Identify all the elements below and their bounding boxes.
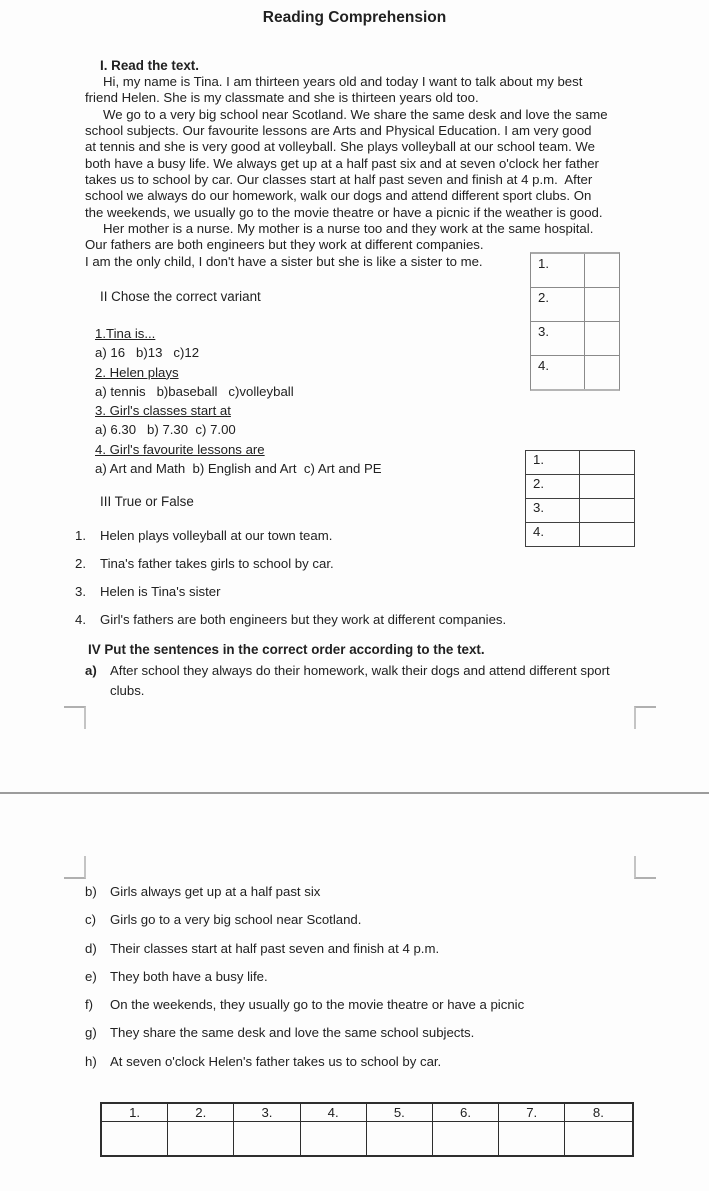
- item-letter: g): [85, 1025, 97, 1041]
- answer-cell: [367, 1122, 433, 1155]
- order-list-page2: [85, 882, 635, 1080]
- item-text: On the weekends, they usually go to the movie theatre or have a picnic: [110, 997, 525, 1013]
- header-cell: 8.: [565, 1104, 631, 1122]
- answer-row: [102, 1122, 632, 1155]
- item-letter: a): [85, 663, 97, 678]
- row-label-cell: 4.: [526, 523, 580, 546]
- row-label-cell: 3.: [526, 499, 580, 522]
- truefalse-item: [75, 528, 506, 556]
- answer-cell: [433, 1122, 499, 1155]
- page2-top-right-corner-mark: [634, 856, 656, 879]
- reading-text: [85, 74, 641, 270]
- answer-cell: [565, 1122, 631, 1155]
- order-item: [85, 661, 635, 701]
- item-text: Helen plays volleyball at our town team.: [100, 528, 333, 543]
- text-line: We go to a very big school near Scotland. We share the same desk and love the same: [103, 106, 608, 122]
- truefalse-list: [75, 528, 506, 640]
- header-cell: 7.: [499, 1104, 565, 1122]
- order-item: [85, 939, 635, 967]
- choose-questions: [95, 324, 382, 478]
- header-cell: 2.: [168, 1104, 234, 1122]
- text-line: I am the only child, I don't have a sister but she is like a sister to me.: [85, 253, 483, 269]
- order-item: [85, 1023, 635, 1051]
- item-letter: d): [85, 940, 97, 956]
- answer-table-row: [531, 254, 619, 288]
- answer-cell: [301, 1122, 367, 1155]
- section-4-heading: IV Put the sentences in the correct order according to the text.: [88, 642, 485, 657]
- answer-table-truefalse: [525, 450, 635, 547]
- item-number: 4.: [75, 612, 86, 627]
- question-options: a) tennis b)baseball c)volleyball: [95, 383, 294, 399]
- page-divider: [0, 792, 709, 794]
- item-letter: h): [85, 1053, 97, 1069]
- text-line: school subjects. Our favourite lessons are Arts and Physical Education. I am very good: [85, 123, 592, 139]
- answer-cell: [580, 475, 634, 498]
- answer-cell: [102, 1122, 168, 1155]
- row-label-cell: 1.: [531, 254, 585, 287]
- answer-table-row: [531, 356, 619, 389]
- order-item: [85, 1052, 635, 1080]
- order-item: [85, 882, 635, 910]
- answer-cell: [585, 356, 619, 389]
- section-2-heading: II Chose the correct variant: [100, 289, 261, 304]
- item-text: Girls always get up at a half past six: [110, 884, 321, 899]
- answer-table-choose: [530, 252, 620, 391]
- item-number: 3.: [75, 584, 86, 599]
- item-text: At seven o'clock Helen's father takes us to school by car.: [110, 1053, 442, 1069]
- item-text: After school they always do their homework, walk their dogs and attend different sport clubs.: [110, 663, 610, 698]
- answer-table-row: [531, 322, 619, 356]
- answer-table-row: [526, 475, 634, 499]
- header-cell: 3.: [234, 1104, 300, 1122]
- truefalse-item: [75, 584, 506, 612]
- answer-cell: [585, 254, 619, 287]
- answer-table-row: [526, 451, 634, 475]
- item-text: Tina's father takes girls to school by car.: [100, 556, 334, 571]
- order-list-page1: [85, 661, 635, 701]
- text-line: both have a busy life. We always get up at a half past six and at seven o'clock her father: [85, 155, 599, 171]
- item-text: Girls go to a very big school near Scotland.: [110, 912, 362, 928]
- truefalse-item: [75, 612, 506, 640]
- text-line: the weekends, we usually go to the movie theatre or have a picnic if the weather is good.: [85, 204, 603, 220]
- page2-top-left-corner-mark: [64, 856, 86, 879]
- truefalse-item: [75, 556, 506, 584]
- header-cell: 4.: [301, 1104, 367, 1122]
- answer-cell: [168, 1122, 234, 1155]
- item-number: 1.: [75, 528, 86, 543]
- item-text: They share the same desk and love the same school subjects.: [110, 1025, 475, 1041]
- item-text: Girl's fathers are both engineers but they work at different companies.: [100, 612, 507, 627]
- header-row: [102, 1104, 632, 1122]
- answer-table-order: [100, 1102, 634, 1157]
- header-cell: 6.: [433, 1104, 499, 1122]
- page-title: Reading Comprehension: [262, 9, 447, 26]
- row-label-cell: 2.: [526, 475, 580, 498]
- text-line: Hi, my name is Tina. I am thirteen years old and today I want to talk about my best: [103, 74, 583, 89]
- question-options: a) 16 b)13 c)12: [95, 345, 200, 361]
- answer-cell: [585, 322, 619, 355]
- question-prompt: 3. Girl's classes start at: [95, 403, 231, 419]
- answer-cell: [499, 1122, 565, 1155]
- item-letter: c): [85, 912, 96, 928]
- text-line: Her mother is a nurse. My mother is a nurse too and they work at the same hospital.: [103, 221, 594, 237]
- question-prompt: 1.Tina is...: [95, 326, 156, 341]
- item-number: 2.: [75, 556, 86, 571]
- section-3-heading: III True or False: [100, 494, 194, 509]
- row-label-cell: 3.: [531, 322, 585, 355]
- answer-table-row: [531, 288, 619, 322]
- answer-cell: [580, 451, 634, 474]
- text-line: takes us to school by car. Our classes start at half past seven and finish at 4 p.m. After: [85, 172, 593, 188]
- text-line: at tennis and she is very good at volleyball. She plays volleyball at our school team. We: [85, 139, 595, 155]
- header-cell: 1.: [102, 1104, 168, 1122]
- question-options: a) Art and Math b) English and Art c) Art and PE: [95, 461, 382, 477]
- answer-cell: [234, 1122, 300, 1155]
- item-letter: b): [85, 884, 97, 899]
- question-prompt: 2. Helen plays: [95, 364, 179, 380]
- answer-table-row: [526, 523, 634, 546]
- item-letter: f): [85, 997, 94, 1013]
- answer-cell: [580, 523, 634, 546]
- question-prompt: 4. Girl's favourite lessons are: [95, 441, 265, 457]
- answer-cell: [580, 499, 634, 522]
- row-label-cell: 1.: [526, 451, 580, 474]
- page1-bottom-right-corner-mark: [634, 706, 656, 729]
- page1-bottom-left-corner-mark: [64, 706, 86, 729]
- answer-table-row: [526, 499, 634, 523]
- header-cell: 5.: [367, 1104, 433, 1122]
- text-line: friend Helen. She is my classmate and she is thirteen years old too.: [85, 90, 479, 106]
- section-1-heading: I. Read the text.: [100, 58, 199, 73]
- item-letter: e): [85, 968, 97, 984]
- item-text: Helen is Tina's sister: [100, 584, 221, 599]
- order-item: [85, 910, 635, 938]
- row-label-cell: 2.: [531, 288, 585, 321]
- text-line: Our fathers are both engineers but they work at different companies.: [85, 237, 484, 253]
- answer-cell: [585, 288, 619, 321]
- question-options: a) 6.30 b) 7.30 c) 7.00: [95, 422, 236, 438]
- item-text: They both have a busy life.: [110, 968, 268, 984]
- item-text: Their classes start at half past seven and finish at 4 p.m.: [110, 940, 440, 956]
- text-line: school we always do our homework, walk our dogs and attend different sport clubs. On: [85, 188, 592, 204]
- order-item: [85, 995, 635, 1023]
- row-label-cell: 4.: [531, 356, 585, 389]
- order-item: [85, 967, 635, 995]
